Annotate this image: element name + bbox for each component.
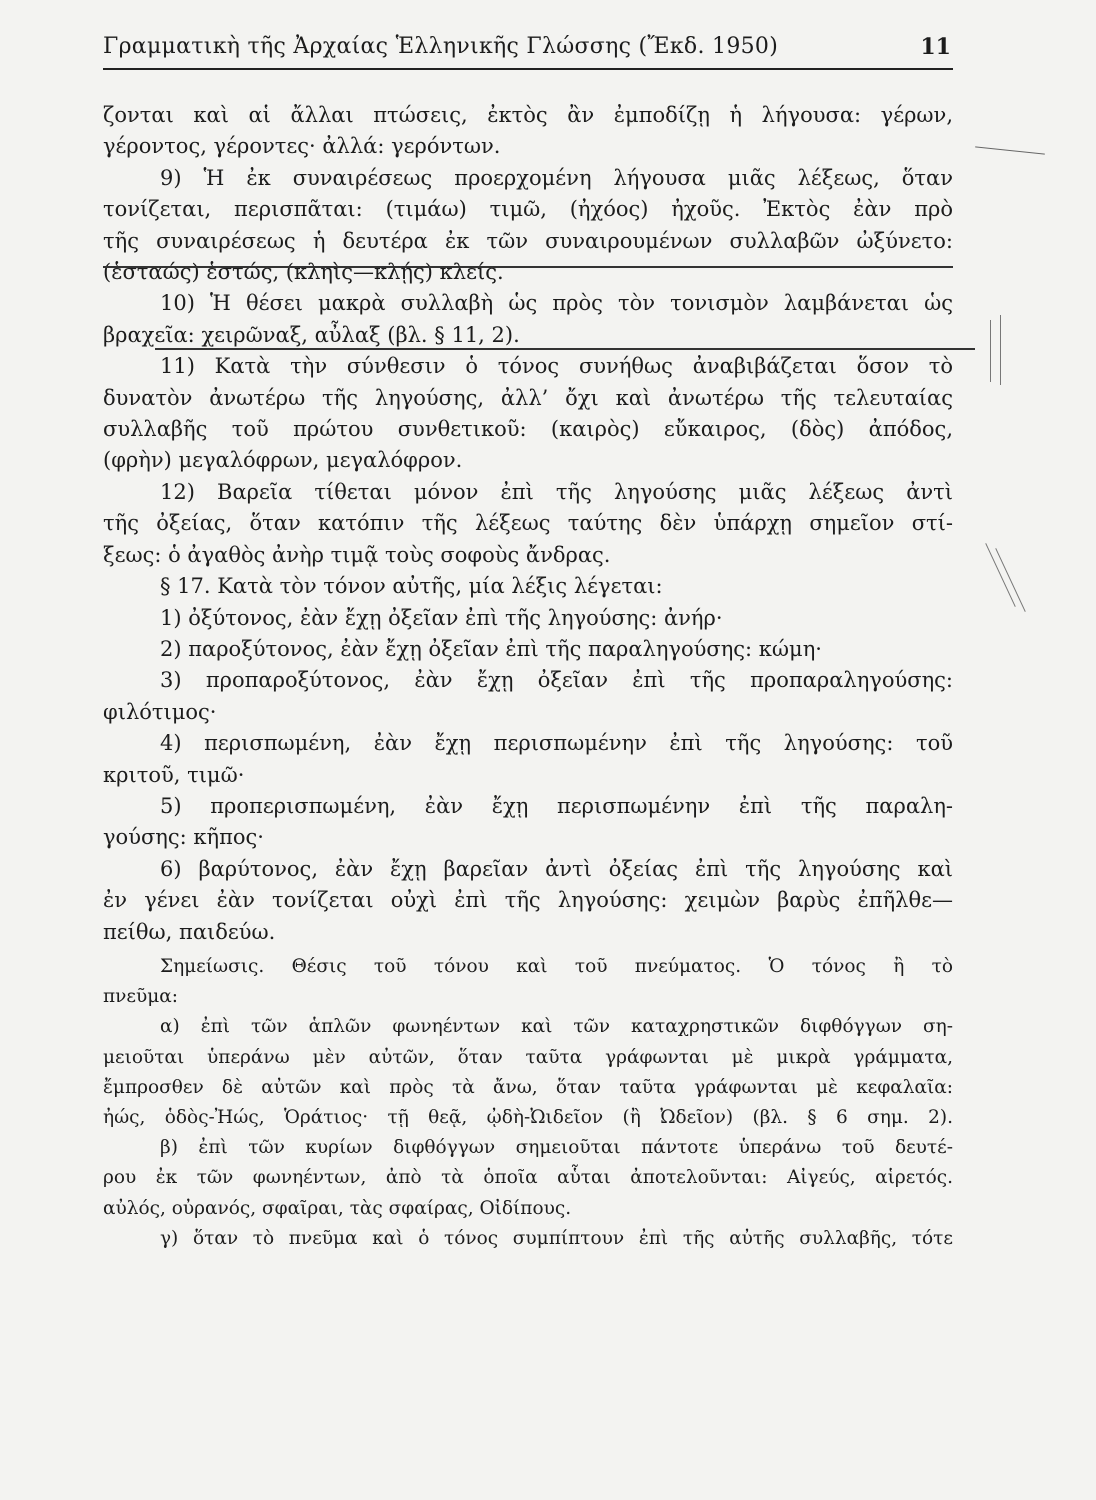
note-line: μειοῦται ὑπεράνω μὲν αὐτῶν, ὅταν ταῦτα γράφωνται μὲ μικρὰ γράμματα, — [103, 1046, 953, 1068]
list-item-properispomene: 5) προπερισπωμένη, ἐὰν ἔχῃ περισπωμένην ἐπὶ τῆς παραλη- — [160, 793, 953, 818]
note-item-c: γ) ὅταν τὸ πνεῦμα καὶ ὁ τόνος συμπίπτουν ἐπὶ τῆς αὐτῆς συλλαβῆς, τότε — [160, 1227, 953, 1249]
note-line: ἔμπροσθεν δὲ αὐτῶν καὶ πρὸς τὰ ἄνω, ὅταν ταῦτα γράφωνται μὲ κεφαλαῖα: — [103, 1076, 953, 1098]
text-line: τῆς συναιρέσεως ἡ δευτέρα ἐκ τῶν συναιρουμένων συλλαβῶν ὠξύνετο: — [103, 228, 953, 253]
page-number: 11 — [920, 34, 951, 60]
text-line: ἐν γένει ἐὰν τονίζεται οὐχὶ ἐπὶ τῆς ληγούσης: χειμὼν βαρὺς ἐπῆλθε— — [103, 888, 953, 913]
section-17-heading: § 17. Κατὰ τὸν τόνον αὐτῆς, μία λέξις λέγεται: — [160, 574, 663, 599]
text-line: γέροντος, γέροντες· ἀλλά: γερόντων. — [103, 134, 501, 159]
note-line: ρου ἐκ τῶν φωνηέντων, ἀπὸ τὰ ὁποῖα αὗται ἀποτελοῦνται: Αἰγεύς, αἱρετός. — [103, 1167, 953, 1189]
list-item-oxytone: 1) ὀξύτονος, ἐὰν ἔχῃ ὀξεῖαν ἐπὶ τῆς ληγούσης: ἀνήρ· — [160, 605, 723, 630]
text-line: τονίζεται, περισπᾶται: (τιμάω) τιμῶ, (ἠχόος) ἠχοῦς. Ἐκτὸς ἐὰν πρὸ — [103, 197, 953, 222]
notes-section — [103, 952, 953, 1254]
list-item-paroxytone: 2) παροξύτονος, ἐὰν ἔχῃ ὀξεῖαν ἐπὶ τῆς παραληγούσης: κώμη· — [160, 636, 822, 661]
running-header — [103, 30, 953, 70]
underline-mark — [103, 266, 953, 268]
rule-12-line: 12) Βαρεῖα τίθεται μόνον ἐπὶ τῆς ληγούσης μιᾶς λέξεως ἀντὶ — [160, 479, 953, 504]
note-line: ἠώς, ὁδὸς-Ἠώς, Ὁράτιος· τῇ θεᾷ, ᾠδὴ-Ὠιδεῖον (ἢ Ὠδεῖον) (βλ. § 6 σημ. 2). — [103, 1106, 953, 1128]
rule-9-line: 9) Ἡ ἐκ συναιρέσεως προερχομένη λήγουσα μιᾶς λέξεως, ὅταν — [160, 165, 953, 190]
list-item-proparoxytone: 3) προπαροξύτονος, ἐὰν ἔχῃ ὀξεῖαν ἐπὶ τῆς προπαραληγούσης: — [160, 668, 953, 693]
note-item-b: β) ἐπὶ τῶν κυρίων διφθόγγων σημειοῦται πάντοτε ὑπεράνω τοῦ δευτέ- — [160, 1137, 953, 1159]
list-item-perispomene: 4) περισπωμένη, ἐὰν ἔχῃ περισπωμένην ἐπὶ τῆς ληγούσης: τοῦ — [160, 731, 953, 756]
text-line: (φρὴν) μεγαλόφρων, μεγαλόφρον. — [103, 448, 463, 473]
text-line: πείθω, παιδεύω. — [103, 919, 276, 944]
text-line: ζονται καὶ αἱ ἄλλαι πτώσεις, ἐκτὸς ἂν ἐμποδίζῃ ἡ λήγουσα: γέρων, — [103, 103, 953, 127]
underline-mark-2 — [155, 348, 975, 350]
text-line: (ἑσταώς) ἑστώς, (κληὶς—κλῄς) κλείς. — [103, 260, 504, 285]
rule-10-line: 10) Ἡ θέσει μακρὰ συλλαβὴ ὡς πρὸς τὸν τονισμὸν λαμβάνεται ὡς — [160, 291, 953, 316]
margin-mark-right — [1000, 315, 1001, 385]
note-line: αὐλός, οὐρανός, σφαῖραι, τὰς σφαίρας, Οἰδίπους. — [103, 1197, 572, 1219]
text-line: τῆς ὀξείας, ὅταν κατόπιν τῆς λέξεως ταύτης δὲν ὑπάρχῃ σημεῖον στί- — [103, 511, 953, 536]
header-title: Γραμματικὴ τῆς Ἀρχαίας Ἑλληνικῆς Γλώσσης (Ἔκδ. 1950) — [103, 34, 779, 59]
margin-mark-bracket-2 — [995, 548, 1025, 612]
rule-11-line: 11) Κατὰ τὴν σύνθεσιν ὁ τόνος συνήθως ἀναβιβάζεται ὅσον τὸ — [160, 354, 953, 379]
text-line: φιλότιμος· — [103, 699, 217, 724]
text-line: βραχεῖα: χειρῶναξ, αὖλαξ (βλ. § 11, 2). — [103, 322, 520, 347]
margin-mark-bracket — [985, 543, 1015, 607]
main-text — [103, 100, 953, 1254]
margin-scribble — [975, 146, 1045, 154]
text-line: γούσης: κῆπος· — [103, 825, 264, 850]
note-heading: Σημείωσις. Θέσις τοῦ τόνου καὶ τοῦ πνεύματος. Ὁ τόνος ἢ τὸ — [160, 955, 953, 977]
text-line: δυνατὸν ἀνωτέρω τῆς ληγούσης, ἀλλ’ ὄχι καὶ ἀνωτέρω τῆς τελευταίας — [103, 385, 953, 410]
note-item-a: α) ἐπὶ τῶν ἁπλῶν φωνηέντων καὶ τῶν καταχρηστικῶν διφθόγγων ση- — [160, 1016, 953, 1038]
list-item-barytone: 6) βαρύτονος, ἐὰν ἔχῃ βαρεῖαν ἀντὶ ὀξείας ἐπὶ τῆς ληγούσης καὶ — [160, 856, 953, 881]
text-line: συλλαβῆς τοῦ πρώτου συνθετικοῦ: (καιρὸς) εὔκαιρος, (δὸς) ἀπόδος, — [103, 417, 953, 442]
text-line: κριτοῦ, τιμῶ· — [103, 762, 245, 787]
margin-mark-left — [990, 320, 991, 382]
note-line: πνεῦμα: — [103, 986, 178, 1008]
text-line: ξεως: ὁ ἀγαθὸς ἀνὴρ τιμᾷ τοὺς σοφοὺς ἄνδρας. — [103, 542, 611, 567]
